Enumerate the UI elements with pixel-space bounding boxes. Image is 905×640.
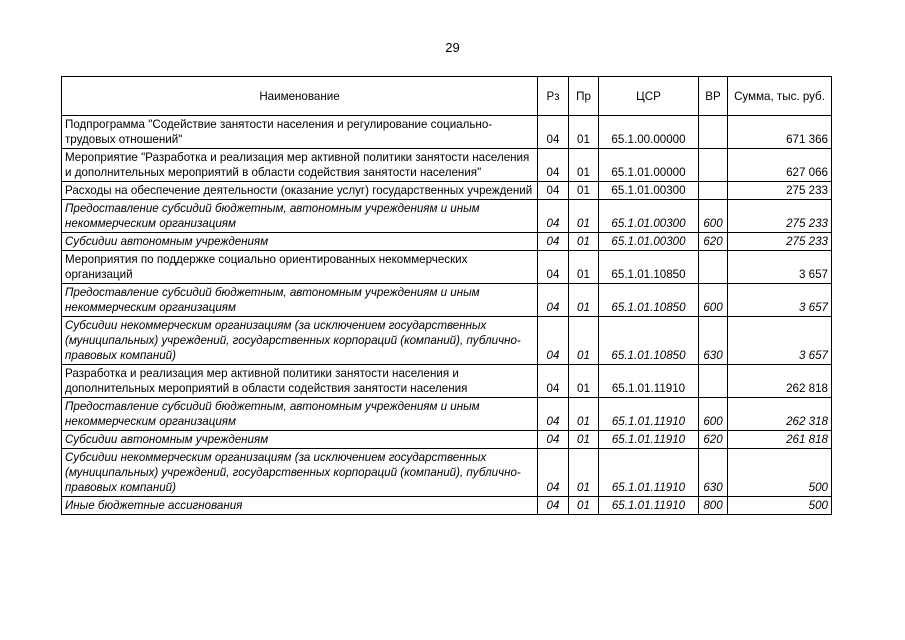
header-sum: Сумма, тыс. руб. — [728, 77, 832, 116]
row-vr: 620 — [699, 233, 728, 251]
row-pr: 01 — [569, 182, 599, 200]
row-name: Подпрограмма "Содействие занятости населения и регулирование социально-трудовых отношений" — [62, 116, 538, 149]
row-pr: 01 — [569, 251, 599, 284]
table-row — [62, 233, 832, 251]
row-rz: 04 — [538, 449, 569, 497]
table-row — [62, 182, 832, 200]
row-vr — [699, 365, 728, 398]
row-name: Разработка и реализация мер активной политики занятости населения и дополнительных мероприятий в области содействия занятости населения — [62, 365, 538, 398]
header-name: Наименование — [62, 77, 538, 116]
row-pr: 01 — [569, 365, 599, 398]
row-vr: 600 — [699, 200, 728, 233]
header-pr: Пр — [569, 77, 599, 116]
row-name: Мероприятие "Разработка и реализация мер активной политики занятости населения и дополнительных мероприятий в области содействия занятости населения" — [62, 149, 538, 182]
row-rz: 04 — [538, 317, 569, 365]
row-rz: 04 — [538, 149, 569, 182]
table-row — [62, 149, 832, 182]
row-vr — [699, 182, 728, 200]
row-vr — [699, 251, 728, 284]
row-csr: 65.1.01.11910 — [599, 449, 699, 497]
row-rz: 04 — [538, 365, 569, 398]
row-csr: 65.1.01.10850 — [599, 284, 699, 317]
row-sum: 262 818 — [728, 365, 832, 398]
row-name: Расходы на обеспечение деятельности (оказание услуг) государственных учреждений — [62, 182, 538, 200]
row-csr: 65.1.01.00300 — [599, 233, 699, 251]
row-rz: 04 — [538, 251, 569, 284]
budget-table — [61, 76, 832, 515]
row-rz: 04 — [538, 116, 569, 149]
row-csr: 65.1.00.00000 — [599, 116, 699, 149]
header-csr: ЦСР — [599, 77, 699, 116]
row-vr: 620 — [699, 431, 728, 449]
row-name: Субсидии автономным учреждениям — [62, 233, 538, 251]
row-pr: 01 — [569, 497, 599, 515]
row-sum: 275 233 — [728, 233, 832, 251]
row-pr: 01 — [569, 431, 599, 449]
row-name: Предоставление субсидий бюджетным, автономным учреждениям и иным некоммерческим организациям — [62, 200, 538, 233]
table-row — [62, 200, 832, 233]
row-name: Мероприятия по поддержке социально ориентированных некоммерческих организаций — [62, 251, 538, 284]
row-sum: 275 233 — [728, 182, 832, 200]
row-name: Субсидии некоммерческим организациям (за исключением государственных (муниципальных) учреждений, государственных корпораций (компаний), публично-правовых компаний) — [62, 317, 538, 365]
row-pr: 01 — [569, 200, 599, 233]
row-sum: 3 657 — [728, 317, 832, 365]
header-rz: Рз — [538, 77, 569, 116]
row-sum: 275 233 — [728, 200, 832, 233]
row-csr: 65.1.01.11910 — [599, 398, 699, 431]
row-pr: 01 — [569, 398, 599, 431]
row-sum: 500 — [728, 449, 832, 497]
row-rz: 04 — [538, 431, 569, 449]
row-name: Предоставление субсидий бюджетным, автономным учреждениям и иным некоммерческим организациям — [62, 284, 538, 317]
table-row — [62, 284, 832, 317]
table-row — [62, 317, 832, 365]
row-rz: 04 — [538, 182, 569, 200]
row-rz: 04 — [538, 284, 569, 317]
row-name: Субсидии некоммерческим организациям (за исключением государственных (муниципальных) учреждений, государственных корпораций (компаний), публично-правовых компаний) — [62, 449, 538, 497]
row-vr: 600 — [699, 398, 728, 431]
row-csr: 65.1.01.10850 — [599, 317, 699, 365]
row-csr: 65.1.01.00300 — [599, 182, 699, 200]
table-row — [62, 116, 832, 149]
row-csr: 65.1.01.11910 — [599, 365, 699, 398]
row-pr: 01 — [569, 317, 599, 365]
row-sum: 3 657 — [728, 284, 832, 317]
table-row — [62, 431, 832, 449]
row-vr: 800 — [699, 497, 728, 515]
row-csr: 65.1.01.00000 — [599, 149, 699, 182]
table-row — [62, 449, 832, 497]
row-csr: 65.1.01.11910 — [599, 497, 699, 515]
row-csr: 65.1.01.11910 — [599, 431, 699, 449]
row-csr: 65.1.01.10850 — [599, 251, 699, 284]
table-row — [62, 365, 832, 398]
row-sum: 671 366 — [728, 116, 832, 149]
row-sum: 3 657 — [728, 251, 832, 284]
header-vr: ВР — [699, 77, 728, 116]
row-rz: 04 — [538, 497, 569, 515]
row-csr: 65.1.01.00300 — [599, 200, 699, 233]
row-sum: 500 — [728, 497, 832, 515]
row-vr: 630 — [699, 317, 728, 365]
table-row — [62, 251, 832, 284]
row-sum: 262 318 — [728, 398, 832, 431]
row-name: Предоставление субсидий бюджетным, автономным учреждениям и иным некоммерческим организациям — [62, 398, 538, 431]
page-number: 29 — [445, 40, 460, 55]
row-pr: 01 — [569, 449, 599, 497]
row-sum: 627 066 — [728, 149, 832, 182]
row-pr: 01 — [569, 149, 599, 182]
row-pr: 01 — [569, 116, 599, 149]
row-name: Иные бюджетные ассигнования — [62, 497, 538, 515]
row-rz: 04 — [538, 200, 569, 233]
row-sum: 261 818 — [728, 431, 832, 449]
row-pr: 01 — [569, 284, 599, 317]
header-row — [62, 77, 832, 116]
row-pr: 01 — [569, 233, 599, 251]
row-rz: 04 — [538, 398, 569, 431]
table-row — [62, 398, 832, 431]
row-vr: 600 — [699, 284, 728, 317]
row-vr: 630 — [699, 449, 728, 497]
row-vr — [699, 116, 728, 149]
row-vr — [699, 149, 728, 182]
row-name: Субсидии автономным учреждениям — [62, 431, 538, 449]
table-row — [62, 497, 832, 515]
row-rz: 04 — [538, 233, 569, 251]
